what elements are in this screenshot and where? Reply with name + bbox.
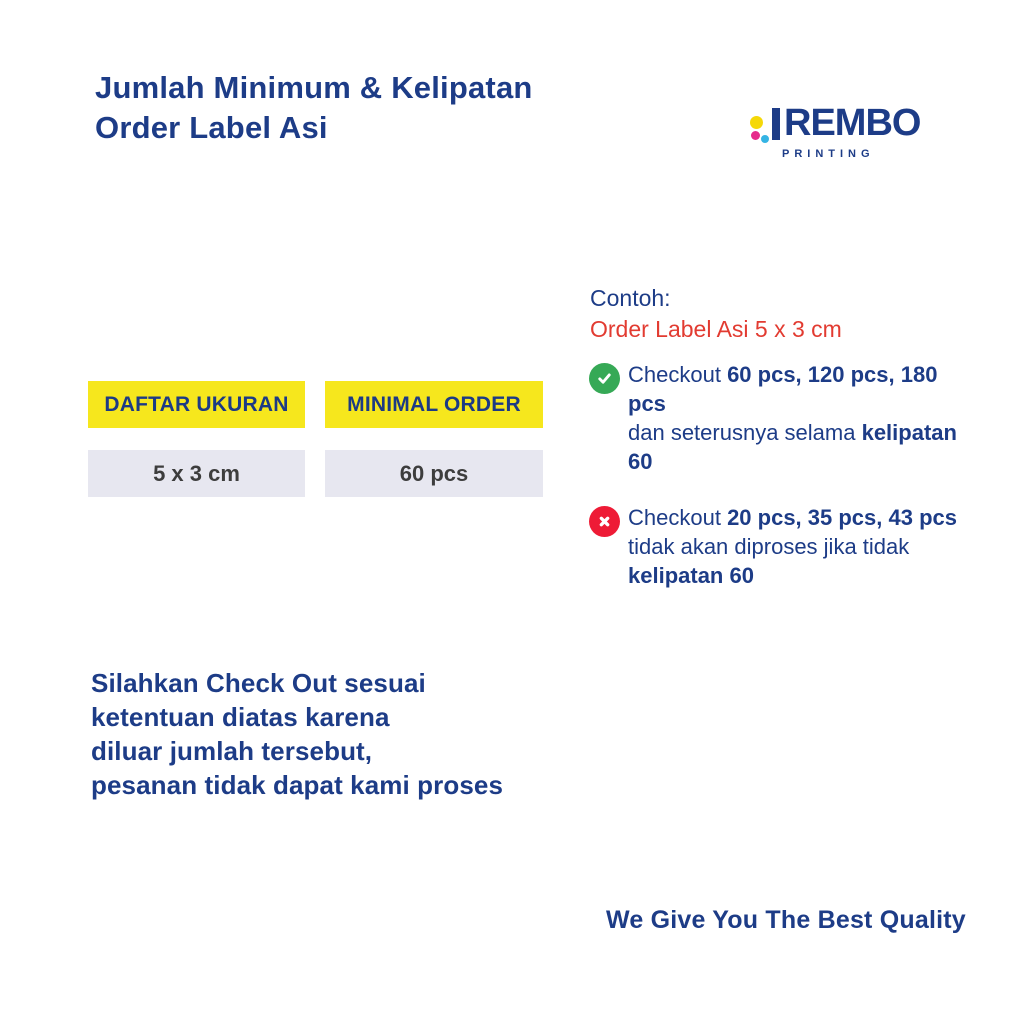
example-label: Contoh: (590, 285, 671, 311)
table-cell-minorder: 60 pcs (325, 450, 543, 497)
rule-rejected-multiple: kelipatan 60 (628, 563, 754, 588)
table-header-size: DAFTAR UKURAN (88, 381, 305, 428)
rule-allowed-line1 (628, 360, 980, 418)
logo-bar-icon (772, 108, 780, 140)
rule-rejected-text (628, 503, 980, 590)
rule-rejected-line2 (628, 532, 980, 561)
note-line: Silahkan Check Out sesuai (91, 668, 426, 698)
rembo-logo (744, 100, 921, 162)
logo-subtitle: PRINTING (782, 148, 875, 160)
note-line: ketentuan diatas karena (91, 702, 390, 732)
checkout-note (91, 666, 503, 802)
rule-rejected-line1 (628, 503, 980, 532)
rule-allowed-quantities: 60 pcs, 120 pcs, 180 pcs (628, 362, 938, 416)
table-column-minorder (325, 381, 543, 497)
rule-allowed-prefix: Checkout (628, 362, 728, 387)
rule-allowed-text (628, 360, 980, 476)
rule-allowed (590, 360, 980, 476)
table-header-minorder: MINIMAL ORDER (325, 381, 543, 428)
example-section (590, 283, 980, 590)
page-title-line1: Jumlah Minimum & Kelipatan (95, 70, 533, 105)
table-column-size (88, 381, 305, 497)
magenta-dot-icon (751, 131, 760, 140)
rule-rejected (590, 503, 980, 590)
note-line: pesanan tidak dapat kami proses (91, 770, 504, 800)
rule-rejected-quantities: 20 pcs, 35 pcs, 43 pcs (727, 505, 957, 530)
brand-tagline: We Give You The Best Quality (606, 906, 966, 934)
rule-allowed-multiple: kelipatan 60 (628, 420, 957, 474)
logo-brand-name: REMBO (784, 102, 921, 144)
rule-allowed-line2 (628, 418, 980, 476)
rule-rejected-condition: tidak akan diproses jika tidak (628, 534, 910, 559)
page-title-line2: Order Label Asi (95, 110, 328, 145)
rule-allowed-condition: dan seterusnya selama (628, 420, 862, 445)
page-title (95, 68, 533, 148)
check-icon (589, 363, 620, 394)
example-subject: Order Label Asi 5 x 3 cm (590, 316, 842, 342)
rule-rejected-line3 (628, 561, 980, 590)
note-line: diluar jumlah tersebut, (91, 736, 373, 766)
yellow-dot-icon (750, 116, 763, 129)
rule-rejected-prefix: Checkout (628, 505, 728, 530)
table-cell-size: 5 x 3 cm (88, 450, 305, 497)
cross-icon (589, 506, 620, 537)
cyan-dot-icon (761, 135, 769, 143)
